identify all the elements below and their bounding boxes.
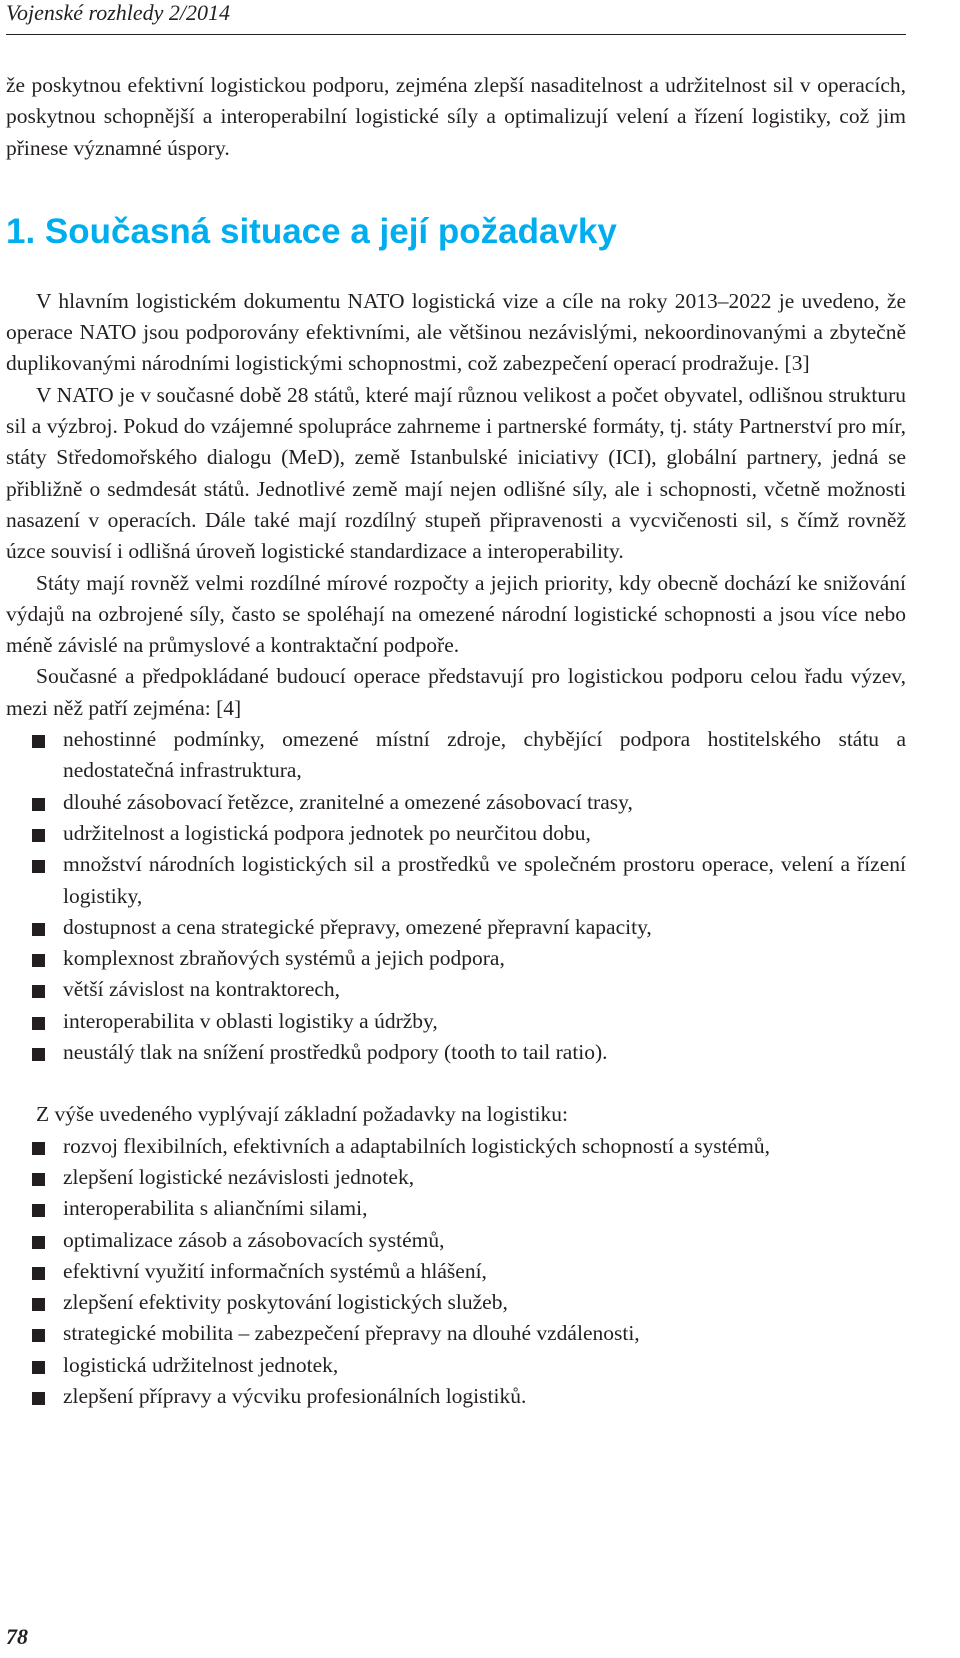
list-item: interoperabilita s aliančními silami, xyxy=(63,1193,906,1224)
paragraph-3: Státy mají rovněž velmi rozdílné mírové rozpočty a jejich priority, kdy obecně dochází ke snižování výdajů na ozbrojené síly, často se spoléhají na omezené národní logistické schopnosti a jsou více nebo méně závislé na průmyslové a kontraktační podpoře. xyxy=(6,570,906,658)
running-header xyxy=(6,0,906,35)
list-item: zlepšení logistické nezávislosti jednotek, xyxy=(63,1162,906,1193)
list-item: dlouhé zásobovací řetězce, zranitelné a omezené zásobovací trasy, xyxy=(63,787,906,818)
list-item: udržitelnost a logistická podpora jednotek po neurčitou dobu, xyxy=(63,818,906,849)
intro-paragraph: že poskytnou efektivní logistickou podporu, zejména zlepší nasaditelnost a udržitelnost sil v operacích, poskytnou schopnější a interoperabilní logistické síly a optimalizují velení a řízení logistiky, což jim přinese významné úspory. xyxy=(6,73,906,160)
list-item: větší závislost na kontraktorech, xyxy=(63,974,906,1005)
challenges-list xyxy=(6,724,906,1068)
list-item: zlepšení efektivity poskytování logistických služeb, xyxy=(63,1287,906,1318)
list-item: rozvoj flexibilních, efektivních a adaptabilních logistických schopností a systémů, xyxy=(63,1131,906,1162)
list-item: neustálý tlak na snížení prostředků podpory (tooth to tail ratio). xyxy=(63,1037,906,1068)
paragraph-5: Z výše uvedeného vyplývají základní požadavky na logistiku: xyxy=(36,1102,568,1127)
list-item: optimalizace zásob a zásobovacích systémů, xyxy=(63,1225,906,1256)
list-item: zlepšení přípravy a výcviku profesionálních logistiků. xyxy=(63,1381,906,1412)
page-number: 78 xyxy=(6,1624,28,1649)
list-item: logistická udržitelnost jednotek, xyxy=(63,1350,906,1381)
list-item: efektivní využití informačních systémů a hlášení, xyxy=(63,1256,906,1287)
section-heading: 1. Současná situace a její požadavky xyxy=(6,211,617,251)
paragraph-4: Současné a předpokládané budoucí operace představují pro logistickou podporu celou řadu výzev, mezi něž patří zejména: [4] xyxy=(6,664,906,720)
paragraph-2: V NATO je v současné době 28 států, které mají různou velikost a počet obyvatel, odlišnou strukturu sil a výzbroj. Pokud do vzájemné spolupráce zahrneme i partnerské formáty, tj. státy Partnerství pro mír, státy Středomořského dialogu (MeD), země Istanbulské iniciativy (ICI), globální partnery, jedná se přibližně o sedmdesát států. Jednotlivé země mají nejen odlišné síly, ale i schopnosti, včetně možnosti nasazení v operacích. Dále také mají rozdílný stupeň připravenosti a vycvičenosti sil, s čímž rovněž úzce souvisí i odlišná úroveň logistické standardizace a interoperability. xyxy=(6,382,906,564)
list-item: strategické mobilita – zabezpečení přepravy na dlouhé vzdálenosti, xyxy=(63,1318,906,1349)
list-item: dostupnost a cena strategické přepravy, omezené přepravní kapacity, xyxy=(63,912,906,943)
list-item: nehostinné podmínky, omezené místní zdroje, chybějící podpora hostitelského státu a nedostatečná infrastruktura, xyxy=(63,724,906,787)
journal-title: Vojenské rozhledy 2/2014 xyxy=(6,0,231,25)
requirements-list xyxy=(6,1131,906,1413)
list-item: interoperabilita v oblasti logistiky a údržby, xyxy=(63,1006,906,1037)
list-item: komplexnost zbraňových systémů a jejich podpora, xyxy=(63,943,906,974)
list-item: množství národních logistických sil a prostředků ve společném prostoru operace, velení a řízení logistiky, xyxy=(63,849,906,912)
paragraph-1: V hlavním logistickém dokumentu NATO logistická vize a cíle na roky 2013–2022 je uvedeno, že operace NATO jsou podporovány efektivními, ale většinou nezávislými, nekoordinovanými a zbytečně duplikovanými národními logistickými schopnostmi, což zabezpečení operací prodražuje. [3] xyxy=(6,288,906,376)
article-body xyxy=(6,70,906,1412)
